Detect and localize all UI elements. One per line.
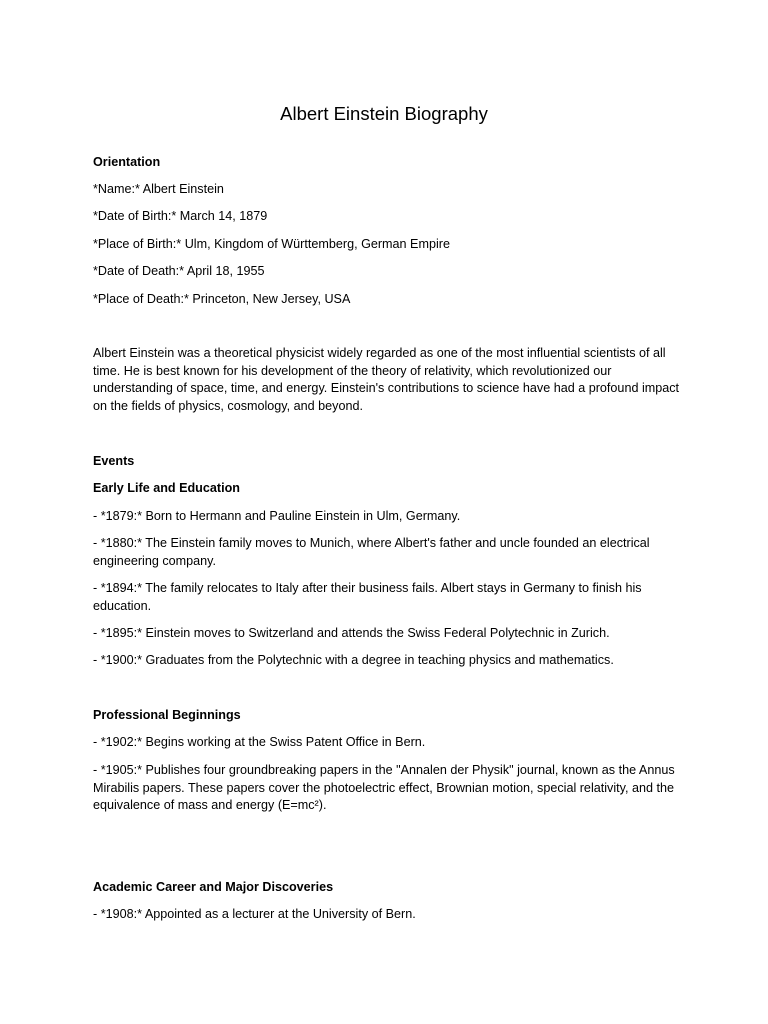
death-date-field: *Date of Death:* April 18, 1955 bbox=[93, 264, 265, 278]
event-item-1880: - *1880:* The Einstein family moves to Munich, where Albert's father and uncle founded an electrical engineering company. bbox=[93, 536, 650, 568]
name-field: *Name:* Albert Einstein bbox=[93, 182, 224, 196]
event-item-1905: - *1905:* Publishes four groundbreaking papers in the "Annalen der Physik" journal, known as the Annus Mirabilis papers. These papers cover the photoelectric effect, Brownian motion, special relativity, and the equivalence of mass and energy (E=mc²). bbox=[93, 763, 675, 813]
orientation-heading: Orientation bbox=[93, 155, 161, 169]
academic-heading: Academic Career and Major Discoveries bbox=[93, 880, 334, 894]
event-item-1908: - *1908:* Appointed as a lecturer at the University of Bern. bbox=[93, 907, 416, 921]
early-life-heading: Early Life and Education bbox=[93, 481, 240, 495]
birth-date-field: *Date of Birth:* March 14, 1879 bbox=[93, 209, 268, 223]
event-item-1900: - *1900:* Graduates from the Polytechnic with a degree in teaching physics and mathematics. bbox=[93, 653, 614, 667]
birth-place-field: *Place of Birth:* Ulm, Kingdom of Württemberg, German Empire bbox=[93, 237, 450, 251]
professional-heading: Professional Beginnings bbox=[93, 708, 241, 722]
event-item-1895: - *1895:* Einstein moves to Switzerland and attends the Swiss Federal Polytechnic in Zurich. bbox=[93, 626, 610, 640]
event-item-1894: - *1894:* The family relocates to Italy after their business fails. Albert stays in Germany to finish his education. bbox=[93, 581, 642, 613]
death-place-field: *Place of Death:* Princeton, New Jersey, USA bbox=[93, 292, 351, 306]
event-item-1902: - *1902:* Begins working at the Swiss Patent Office in Bern. bbox=[93, 735, 426, 749]
event-item-1879: - *1879:* Born to Hermann and Pauline Einstein in Ulm, Germany. bbox=[93, 509, 461, 523]
document-title: Albert Einstein Biography bbox=[280, 103, 488, 124]
intro-paragraph: Albert Einstein was a theoretical physicist widely regarded as one of the most influential scientists of all time. He is best known for his development of the theory of relativity, which revolutionized our understanding of space, time, and energy. Einstein's contributions to science have had a profound impact on the fields of physics, cosmology, and beyond. bbox=[93, 346, 680, 413]
events-heading: Events bbox=[93, 454, 135, 468]
